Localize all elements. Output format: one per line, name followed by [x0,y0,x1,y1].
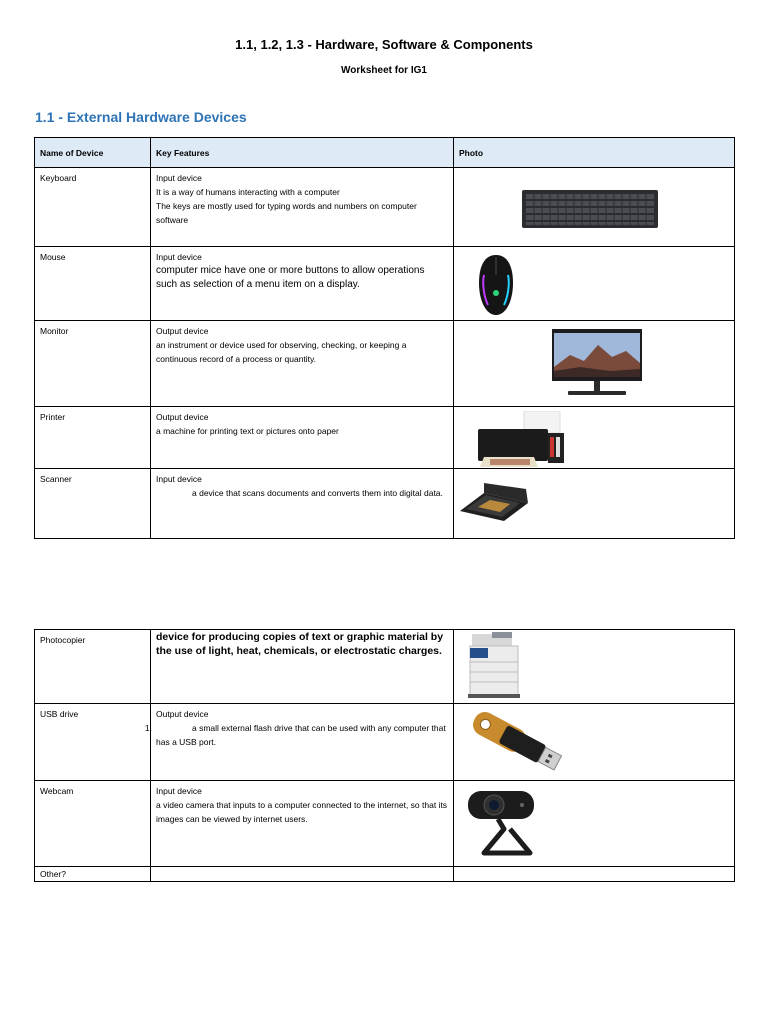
key-features [151,867,454,882]
scanner-photo [458,481,530,523]
header-name-of-device: Name of Device [35,138,151,168]
table-row [35,781,735,867]
key-features [151,321,454,407]
webcam-photo [464,787,540,859]
devices-table-2 [34,629,735,882]
feature-line: Output device [156,709,209,719]
feature-line: Output device [156,326,209,336]
keyboard-photo [522,190,658,228]
feature-line: Input device [156,173,202,183]
worksheet-subtitle: Worksheet for IG1 [341,65,427,76]
table-row [35,168,735,247]
worksheet-title: 1.1, 1.2, 1.3 - Hardware, Software & Components [235,37,533,52]
feature-line: a video camera that inputs to a computer connected to the internet, so that its images can be viewed by internet users. [156,800,448,824]
feature-line-wrap [144,721,448,749]
feature-line: device for producing copies of text or graphic material by the use of light, heat, chemicals, or electrostatic charges. [156,631,444,657]
feature-line: It is a way of humans interacting with a computer [156,187,340,197]
key-features [151,630,454,704]
photo-cell [454,704,735,781]
header-photo: Photo [454,138,735,168]
device-name: Printer [35,407,151,469]
table-row [35,630,735,704]
table-row [35,247,735,321]
printer-photo [474,411,570,469]
table-row [35,469,735,539]
key-features [151,469,454,539]
feature-line: a machine for printing text or pictures onto paper [156,426,339,436]
section-heading: 1.1 - External Hardware Devices [35,109,247,125]
photo-cell [454,168,735,247]
device-name: Mouse [35,247,151,321]
photo-cell [454,867,735,882]
photo-cell [454,247,735,321]
feature-line: Input device [156,252,202,262]
key-features [151,168,454,247]
mouse-photo [476,253,516,317]
device-name: Webcam [35,781,151,867]
table-row [35,407,735,469]
photo-cell [454,469,735,539]
devices-table-1 [34,137,735,539]
list-number: 1. [144,723,152,733]
header-key-features: Key Features [151,138,454,168]
feature-line: an instrument or device used for observing, checking, or keeping a continuous record of a process or quantity. [156,340,407,364]
feature-line: The keys are mostly used for typing words and numbers on computer software [156,201,417,225]
feature-line: Output device [156,412,209,422]
monitor-photo [550,327,644,399]
table-header-row [35,138,735,168]
photo-cell [454,781,735,867]
photo-cell [454,630,735,704]
photo-cell [454,407,735,469]
key-features [151,247,454,321]
device-name: Scanner [35,469,151,539]
key-features [151,781,454,867]
photo-cell [454,321,735,407]
key-features [144,704,454,781]
key-features [151,407,454,469]
feature-line: a small external flash drive that can be used with any computer that has a USB port. [156,723,446,747]
device-name: Photocopier [35,630,151,704]
device-name: Monitor [35,321,151,407]
device-name: USB drive [35,704,151,781]
feature-line: computer mice have one or more buttons to allow operations such as selection of a menu item on a display. [156,265,425,290]
usb-drive-photo [462,706,566,780]
feature-line: Input device [156,474,202,484]
feature-line: a device that scans documents and converts them into digital data. [192,488,443,498]
table-row [35,704,735,781]
table-row [35,867,735,882]
table-row [35,321,735,407]
feature-line: Input device [156,786,202,796]
device-name: Other? [35,867,151,882]
device-name: Keyboard [35,168,151,247]
photocopier-photo [468,632,524,700]
